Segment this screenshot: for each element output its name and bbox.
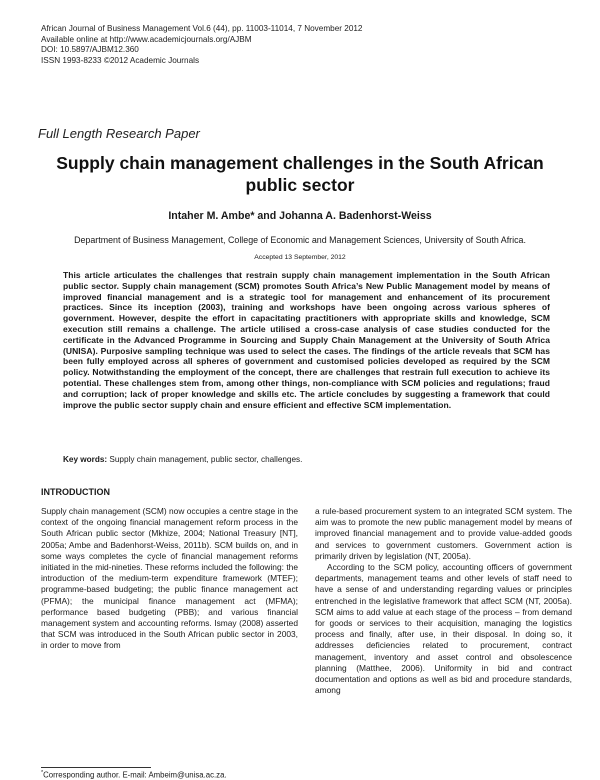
accepted-date: Accepted 13 September, 2012 (254, 254, 346, 261)
paragraph: According to the SCM policy, accounting officers of government departments, management teams and other levels of staff need to have a sense of and understanding regarding values or principles entrenched in the legislative framework that affect SCM (NT, 2005a). SCM aims to add value at each stage of the process – from demand for goods or services to their acquisition, managing the logistics process and finally, after use, in their disposal. In doing so, it addresses deficiencies related to procurement, contract management, inventory and asset control and obsolescence planning (Matthee, 2006). Uniformity in bid and contract documentation and options as well as bid and procedure standards, among (315, 562, 572, 696)
paper-type: Full Length Research Paper (38, 126, 200, 141)
journal-citation: African Journal of Business Management Vol.6 (44), pp. 11003-11014, 7 November 2012 (41, 24, 363, 33)
affiliation: Department of Business Management, College of Economic and Management Sciences, University of South Africa. (74, 235, 526, 245)
keywords (63, 455, 302, 464)
footnote-text: Corresponding author. E-mail: Ambeim@unisa.ac.za. (43, 770, 227, 780)
footnote (41, 769, 227, 780)
keywords-label: Key words: (63, 455, 108, 464)
body-column-left (41, 506, 298, 652)
paper-title: Supply chain management challenges in the South African public sector (56, 153, 544, 195)
authors: Intaher M. Ambe* and Johanna A. Badenhorst-Weiss (168, 210, 432, 222)
footnote-rule (41, 767, 151, 768)
section-heading-introduction: INTRODUCTION (41, 487, 110, 497)
doi: DOI: 10.5897/AJBM12.360 (41, 45, 139, 55)
footnote-marker: * (41, 770, 44, 776)
journal-header (41, 24, 362, 66)
journal-url[interactable]: Available online at http://www.academicjournals.org/AJBM (41, 34, 252, 44)
paragraph: Supply chain management (SCM) now occupies a centre stage in the context of the ongoing financial management reform process in the South African public sector (Mkhize, 2004; National Treasury [NT], 2005a; Ambe and Badenhorst-Weiss, 2011b). SCM builds on, and in some ways completes the cycle of financial management reforms initiated in the mid-nineties. These reforms included the following: the introduction of the medium-term expenditure framework (MTEF); programme-based budgeting; the public finance management act (PFMA); the municipal finance management act (MFMA); performance based budgeting (PBB); and various financial management system and accounting reforms. Ismay (2008) asserted that SCM was introduced in the South African public sector in 2003, in order to move from (41, 506, 298, 651)
paragraph: a rule-based procurement system to an integrated SCM system. The aim was to promote the new public management model by means of improved financial management and to provide value-added goods and services to government customers. Government action is primarily driven by legislation (NT, 2005a). (315, 506, 572, 561)
abstract: This article articulates the challenges that restrain supply chain management implementation in the South African public sector. Supply chain management (SCM) promotes South Africa’s New Public Management model by means of improved financial management and is a strategic tool for management and enhancement of its procurement practices. Since its inception (2003), training and workshops have been ongoing across various spheres of government. However, despite the effort in capacitating practitioners with appropriate skills and knowledge, SCM execution still remains a challenge. The article utilised a cross-case analysis of case studies conducted for the certificate in the Advanced Programme in Sourcing and Supply Chain Management at the University of South Africa (UNISA). Purposive sampling technique was used to select the cases. The findings of the article reveals that SCM has been fully employed across all spheres of government and customised policies developed as required by the SCM policy. Notwithstanding the employment of the concept, there are challenges that restrain full execution to achieve its potential. These challenges stem from, among other things, non-compliance with SCM policies and regulations; fraud and corruption; lack of proper knowledge and skills etc. The article concludes by suggesting a framework that could improve the public sector supply chain and ensure efficient and effective SCM implementation. (63, 270, 550, 410)
keywords-text: Supply chain management, public sector, challenges. (109, 455, 303, 464)
issn: ISSN 1993-8233 ©2012 Academic Journals (41, 55, 200, 65)
body-column-right (315, 506, 572, 696)
